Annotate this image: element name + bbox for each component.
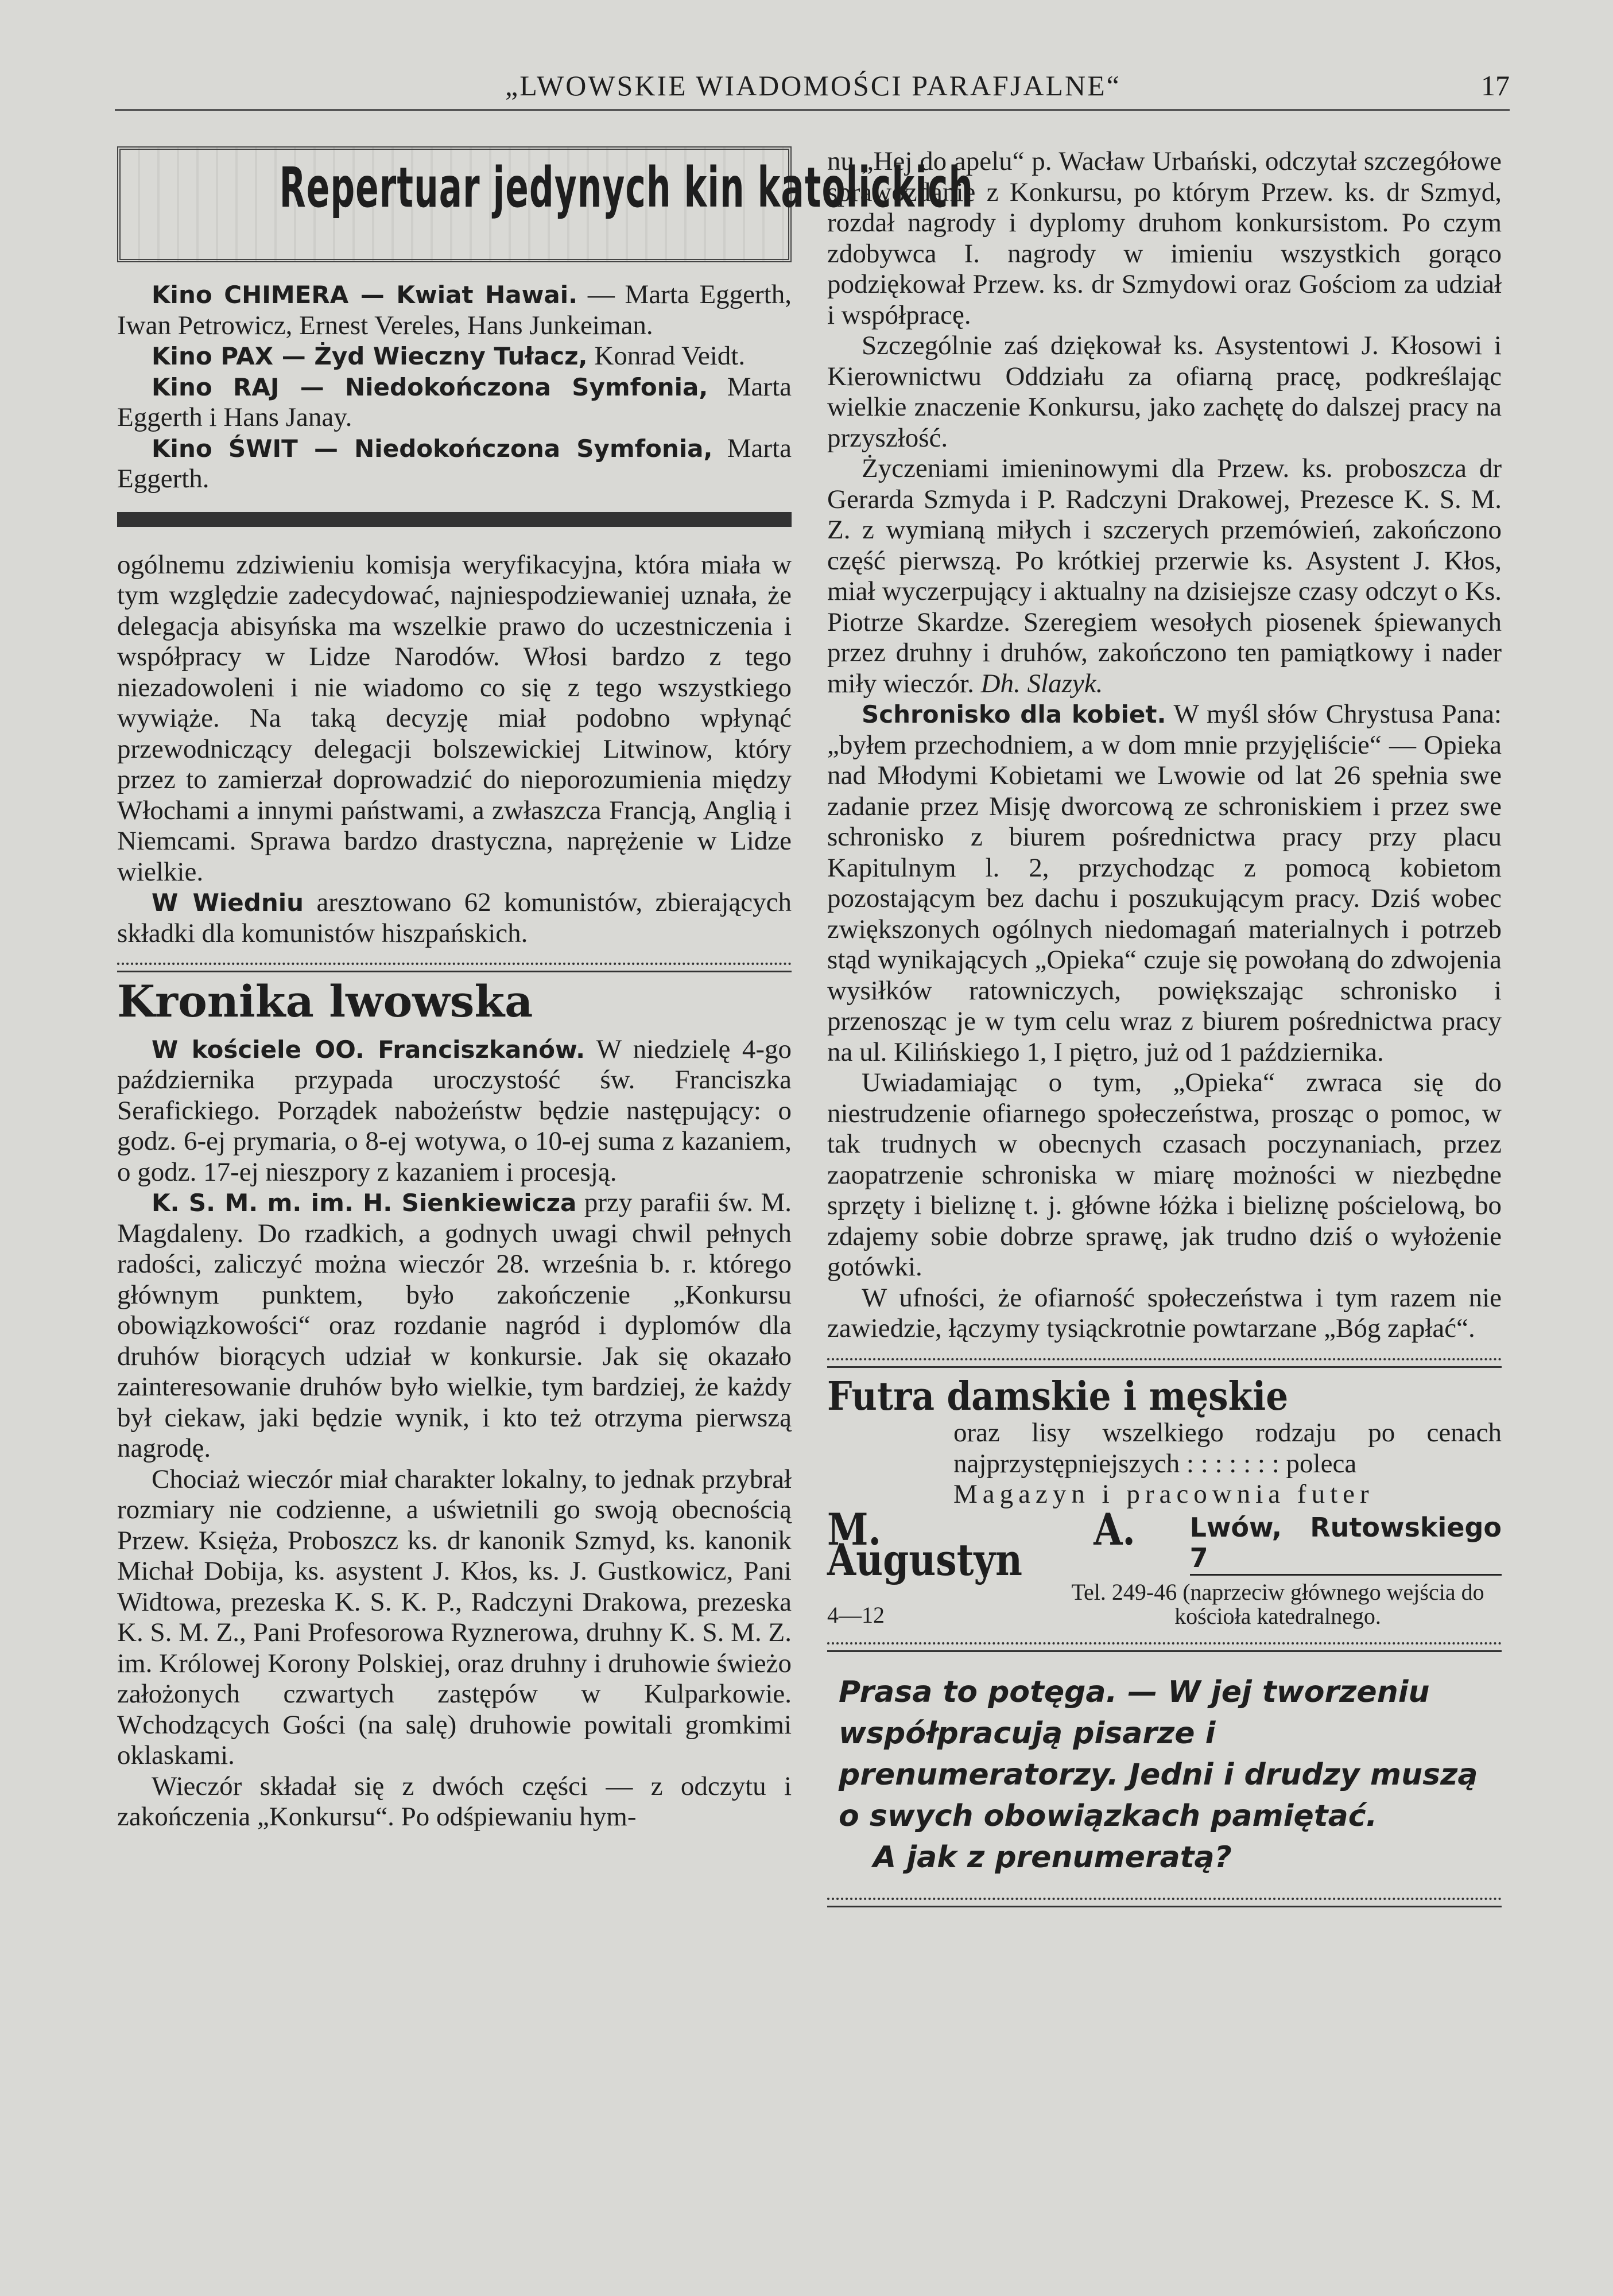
right-column: [827, 146, 1502, 1921]
page-header: [115, 69, 1510, 111]
ad-title: Futra damskie i męskie: [827, 1373, 1289, 1420]
body: W niedzielę 4-go października przypada uroczystość św. Franciszka Serafickiego. Porządek nabożeństw będzie następujący: o godz. 6-ej prymaria, o 8-ej wotywa, o 10-ej suma z kazaniem, o godz. 17-ej nieszpory z kazaniem i procesją.: [117, 1034, 792, 1187]
ad-tel-row: [827, 1580, 1502, 1628]
ksm-paragraph-3: Wieczór składał się z dwóch części — z odczytu i zakończenia „Konkursu“. Po odśpiewaniu hym-: [117, 1771, 792, 1832]
repertoire-item: [117, 372, 792, 433]
fur-advertisement: [827, 1373, 1502, 1629]
lead: Schronisko dla kobiet.: [862, 700, 1166, 728]
ksm-paragraph-4: nu „Hej do apelu“ p. Wacław Urbański, odczytał szczegółowe sprawozdanie z Konkursu, po którym Przew. ks. dr Szmyd, rozdał nagrody i dyplomy druhom konkursistom. Po czym zdobywca I. nagrody w imieniu wszystkich gorąco podziękował Przew. ks. dr Szmydowi oraz Gościom za udział i współpracę.: [827, 146, 1502, 330]
cast: — Marta Eggerth, Iwan Petrowicz, Ernest Vereles, Hans Junkeiman.: [117, 280, 792, 340]
ksm-paragraph: [117, 1188, 792, 1464]
body: aresztowano 62 komunistów, zbierających składki dla komunistów hiszpańskich.: [117, 887, 792, 948]
signature: Dh. Slazyk.: [980, 668, 1103, 699]
ksm-paragraph-5: Szczególnie zaś dziękował ks. Asystentowi J. Kłosowi i Kierownictwu Oddziału za ofiarną pracę, podkreślając wielkie znaczenie Konkursu, jako zachętę do dalszej pracy na przyszłość.: [827, 331, 1502, 453]
cast: Konrad Veidt.: [587, 341, 746, 371]
politics-paragraph: ogólnemu zdziwieniu komisja weryfikacyjna, która miała w tym względzie zadecydować, najniespodziewaniej uznała, że delegacja abisyńska ma wszelkie prawo do uczestniczenia i współpracy w Lidze Narodów. Włosi bardzo z tego niezadowoleni i nie wiadomo co się z tego wszystkiego wywiąże. Na taką decyzję miał podobno wpłynąć przewodniczący delegacji bolszewickiej Litwinow, który przez to zamierzał doprowadzić do nieporozumienia między Włochami a innymi państwami, a zwłaszcza Francją, Anglią i Niemcami. Sprawa bardzo drastyczna, naprężenie w Lidze wielkie.: [117, 549, 792, 887]
ksm-paragraph-6: [827, 453, 1502, 699]
body: Życzeniami imieninowymi dla Przew. ks. proboszcza dr Gerarda Szmyda i P. Radczyni Drakowej, Prezesce K. S. M. Z. z wymianą miłych i szczerych przemówień, zakończono część pierwszą. Po krótkiej przerwie ks. Asystent J. Kłos, miał wyczerpujący i aktualny na dzisiejsze czasy odczyt o Ks. Piotrze Skardze. Szeregiem wesołych piosenek śpiewanych przez druhny i druhów, zakończono ten pamiątkowy i nader miły wieczór.: [827, 453, 1502, 699]
cinema-name: Kino PAX — Żyd Wieczny Tułacz,: [152, 342, 588, 370]
divider: [117, 512, 792, 527]
lead: K. S. M. m. im. H. Sienkiewicza: [152, 1189, 577, 1217]
repertoire-title: Repertuar jedynych kin katolickich: [279, 156, 974, 220]
ad-company: M. A. Augustyn: [827, 1503, 1135, 1585]
body: W myśl słów Chrystusa Pana: „byłem przechodniem, a w dom mnie przyjęliście“ — Opieka nad Młodymi Kobietami we Lwowie od lat 26 spełnia swe zadanie przez Misję dworcową ze schroniskiem i przez swe schronisko z biurem pośrednictwa pracy przy placu Kapitulnym l. 2, przychodząc z pomocą kobietom pozostającym bez dachu i poszukującym pracy. Dziś wobec zwiększonych ogólnych niedomagań materialnych i potrzeb stąd wynikających „Opieka“ czuje się powołaną do zdwojenia wysiłków ratowniczych, powiększając schronisko i przenosząc je w tym celu wraz z biurem pośrednictwa pracy na ul. Kilińskiego 1, I piętro, już od 1 października.: [827, 699, 1502, 1067]
ad-text: oraz lisy wszelkiego rodzaju po cenach najprzystępniejszych : : : : : : : poleca: [953, 1418, 1502, 1479]
vienna-paragraph: [117, 887, 792, 949]
franciscans-paragraph: [117, 1034, 792, 1188]
cast: Marta Eggerth i Hans Janay.: [117, 371, 792, 432]
repertoire-box: [117, 146, 974, 262]
page-number: 17: [1481, 69, 1510, 102]
repertoire-item: [117, 341, 792, 372]
ornament-divider: [827, 1898, 1502, 1907]
ad-address: Lwów, Rutowskiego 7: [1190, 1512, 1502, 1576]
subscription-promo: [827, 1666, 1502, 1884]
ornament-divider: [827, 1358, 1502, 1368]
ksm-paragraph-2: Chociaż wieczór miał charakter lokalny, to jednak przybrał rozmiary nie codzienne, a uświetnili go swoją obecnością Przew. Księża, Proboszcz ks. dr kanonik Szmyd, ks. kanonik Michał Dobija, ks. asystent J. Kłos, ks. J. Gustkowicz, Pani Widtowa, prezeska K. S. K. P., Radczyni Drakowa, prezeska K. S. M. Z., Pani Profesorowa Ryznerowa, druhny K. S. M. Z. im. Królowej Korony Polskiej, oraz druhny i druhowie świeżo założonych czwartych zastępów w Kulparkowie. Wchodzących Gości (na salę) druhowie powitali gromkimi oklaskami.: [117, 1464, 792, 1770]
promo-question: A jak z prenumeratą?: [873, 1840, 1232, 1875]
repertoire-item: [117, 433, 792, 495]
ad-phone: Tel. 249-46 (naprzeciw głównego wejścia do kościoła katedralnego.: [1071, 1578, 1484, 1629]
promo-text: Prasa to potęga. — W jej tworzeniu współpracują pisarze i prenumeratorzy. Jedni i drudzy muszą o swych obowiązkach pamiętać.: [839, 1674, 1478, 1833]
ad-code: 4—12: [827, 1601, 885, 1628]
cinema-name: Kino ŚWIT — Niedokończona Symfonia,: [152, 434, 713, 463]
shelter-paragraph: [827, 699, 1502, 1068]
ad-name-row: [827, 1503, 1502, 1585]
repertoire-item: [117, 280, 792, 341]
cinema-name: Kino CHIMERA — Kwiat Hawai.: [152, 281, 578, 309]
ornament-divider: [827, 1642, 1502, 1652]
publication-title: „LWOWSKIE WIADOMOŚCI PARAFJALNE“: [505, 69, 1121, 102]
cast: Marta Eggerth.: [117, 433, 792, 494]
section-title: Kronika lwowska: [117, 976, 533, 1027]
lead: W Wiedniu: [152, 889, 304, 917]
body: przy parafii św. M. Magdaleny. Do rzadkich, a godnych uwagi chwil pełnych radości, zaliczyć można wieczór 28. września b. r. którego głównym punktem, było zakończenie „Konkursu obowiązkowości“ oraz rozdanie nagród i dyplomów dla druhów biorących udział w konkursie. Jak się okazało zainteresowanie druhów było wielkie, tym bardziej, że każdy był ciekaw, jaki będzie wynik, i kto też otrzyma pierwszą nagrodę.: [117, 1188, 792, 1463]
lead: W kościele OO. Franciszkanów.: [152, 1035, 586, 1064]
shelter-paragraph-3: W ufności, że ofiarność społeczeństwa i tym razem nie zawiedzie, łączymy tysiąckrotnie powtarzane „Bóg zapłać“.: [827, 1282, 1502, 1343]
shelter-paragraph-2: Uwiadamiając o tym, „Opieka“ zwraca się do niestrudzenie ofiarnego społeczeństwa, prosząc o pomoc, w tak trudnych w obecnych czasach poczynaniach, przez zaopatrzenie schroniska w miarę możności w niezbędne sprzęty i bieliznę t. j. główne łóżka i bieliznę pościelową, bo zdajemy sobie dobrze sprawę, jak trudno dziś o wyłożenie gotówki.: [827, 1068, 1502, 1282]
cinema-name: Kino RAJ — Niedokończona Symfonia,: [152, 373, 708, 401]
ad-shop: Magazyn i pracownia futer: [953, 1479, 1374, 1509]
ornament-divider: [117, 963, 792, 972]
